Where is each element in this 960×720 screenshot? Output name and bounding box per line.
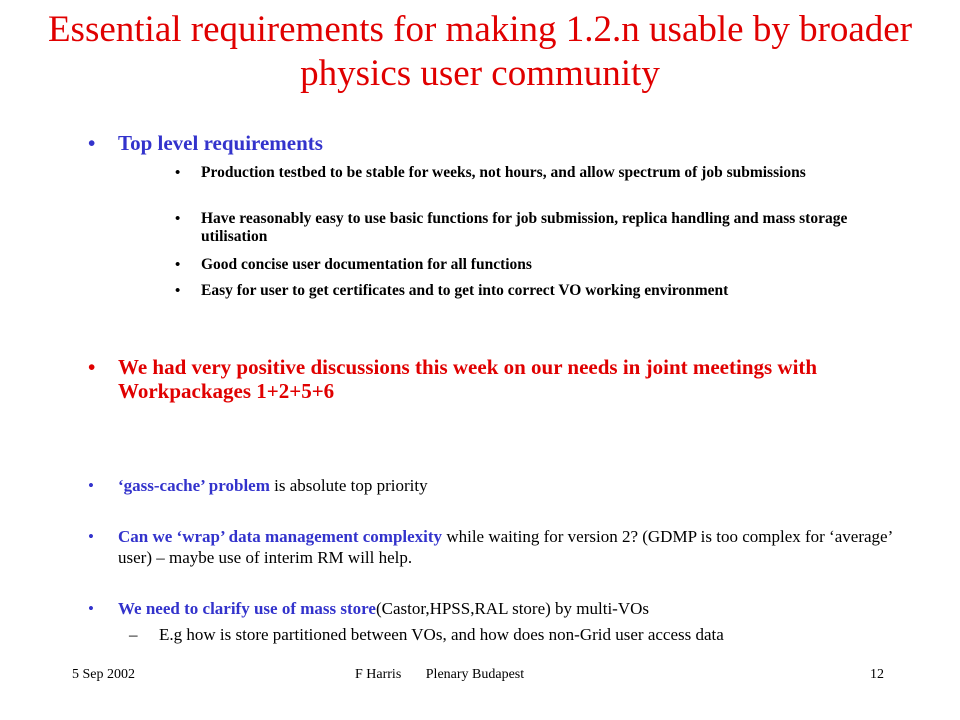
wrap-emphasis: Can we ‘wrap’ data management complexity: [118, 527, 443, 546]
slide-title: Essential requirements for making 1.2.n usable by broader physics user community: [47, 9, 913, 94]
bullet-glyph: •: [175, 165, 181, 181]
dash-glyph: –: [129, 625, 138, 644]
requirement-text: Production testbed to be stable for weeks, not hours, and allow spectrum of job submissions: [201, 164, 806, 181]
gass-cache-rest: is absolute top priority: [269, 476, 428, 495]
wrap-text: [118, 526, 893, 568]
bullet-glyph: •: [88, 476, 94, 495]
top-level-heading-text: Top level requirements: [118, 131, 323, 155]
gass-cache-emphasis: ‘gass-cache’ problem: [118, 476, 270, 495]
requirement-text: Easy for user to get certificates and to get into correct VO working environment: [201, 282, 729, 299]
discussions-text: We had very positive discussions this week on our needs in joint meetings with Workpackages 1+2+5+6: [118, 355, 818, 403]
bullet-glyph: •: [175, 257, 181, 273]
mass-store-text: [118, 598, 893, 619]
mass-store-rest: (Castor,HPSS,RAL store) by multi-VOs: [375, 599, 650, 618]
bullet-glyph: •: [88, 599, 94, 618]
bullet-glyph: •: [88, 527, 94, 546]
bullet-glyph: •: [175, 283, 181, 299]
bullet-glyph: •: [175, 211, 181, 227]
requirement-text: Good concise user documentation for all functions: [201, 256, 532, 273]
footer-page-number: 12: [870, 667, 884, 682]
gass-cache-text: [118, 475, 893, 496]
bullet-glyph: •: [88, 355, 96, 379]
footer-date: 5 Sep 2002: [72, 667, 135, 682]
mass-store-emphasis: We need to clarify use of mass store: [118, 599, 376, 618]
footer-center: F Harris Plenary Budapest: [355, 667, 525, 682]
bullet-glyph: •: [88, 131, 96, 155]
mass-store-sub-text: E.g how is store partitioned between VOs, and how does non-Grid user access data: [159, 625, 724, 644]
wrap-rest: while waiting for version 2? (GDMP is too complex for ‘average’ user) – maybe use of interim RM will help.: [118, 527, 892, 567]
requirement-text: Have reasonably easy to use basic functions for job submission, replica handling and mass storage utilisation: [201, 210, 848, 245]
